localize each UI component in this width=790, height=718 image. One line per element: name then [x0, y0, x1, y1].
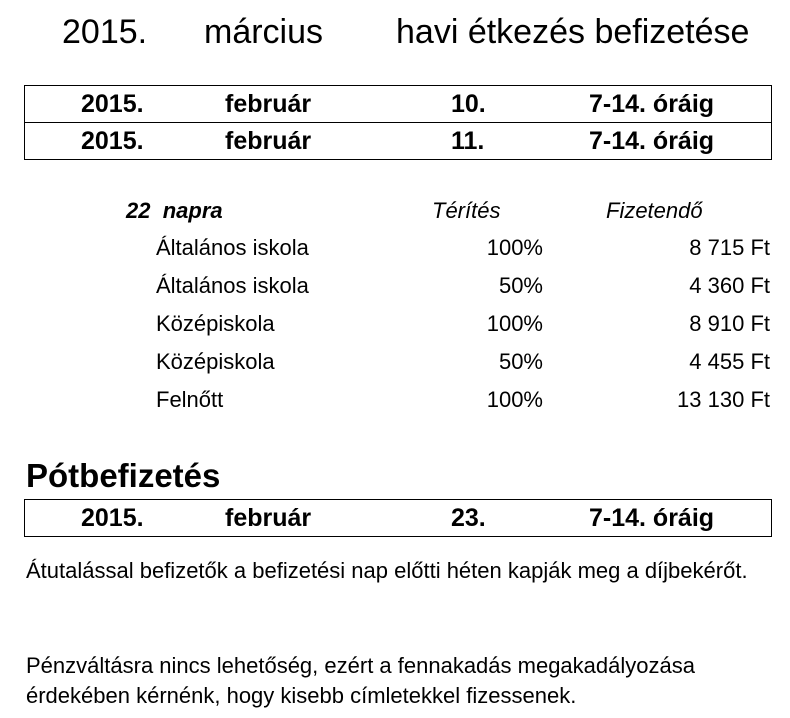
rate-percent: 100%: [486, 311, 543, 336]
rate-category: Középiskola: [156, 349, 275, 374]
rates-days-header: [126, 197, 223, 225]
rates-fee-header: Térítés: [432, 198, 501, 223]
title-month: március: [204, 13, 324, 51]
rate-amount: 8 715 Ft: [689, 235, 770, 260]
rate-category: Felnőtt: [156, 387, 224, 412]
payment-day-day: 10.: [451, 90, 486, 118]
supplementary-heading: Pótbefizetés: [26, 457, 221, 494]
payment-day-month: február: [225, 127, 312, 155]
change-note: Pénzváltásra nincs lehetőség, ezért a fennakadás megakadályozása érdekében kérnénk, hogy kisebb címletekkel fizessenek.: [26, 653, 695, 708]
rate-row: [0, 344, 790, 380]
supplementary-day: 23.: [451, 504, 486, 532]
rate-row: [0, 268, 790, 304]
rate-row: [0, 306, 790, 342]
payment-day-time: 7-14. óráig: [589, 127, 715, 155]
rate-amount: 4 360 Ft: [689, 273, 770, 298]
payment-day-month: február: [225, 90, 312, 118]
rate-percent: 100%: [486, 235, 543, 260]
payment-day-time: 7-14. óráig: [589, 90, 715, 118]
rates-days-number: 22: [126, 198, 151, 223]
rate-percent: 50%: [498, 349, 543, 374]
supplementary-month: február: [225, 504, 312, 532]
rate-percent: 100%: [486, 387, 543, 412]
rate-category: Középiskola: [156, 311, 275, 336]
rate-category: Általános iskola: [156, 235, 309, 260]
rate-row: [0, 382, 790, 418]
payment-day-row: [25, 86, 771, 122]
title-year: 2015.: [62, 13, 148, 51]
supplementary-date-row: [25, 500, 771, 536]
payment-day-row: [25, 122, 771, 159]
payment-day-year: 2015.: [81, 90, 144, 118]
transfer-note: Átutalással befizetők a befizetési nap előtti héten kapják meg a díjbekérőt.: [26, 558, 748, 583]
rate-row: [0, 230, 790, 266]
title-suffix: havi étkezés befizetése: [396, 13, 750, 51]
rate-amount: 8 910 Ft: [689, 311, 770, 336]
payment-day-year: 2015.: [81, 127, 144, 155]
supplementary-year: 2015.: [81, 504, 144, 532]
supplementary-date-table: [24, 499, 772, 537]
payment-days-table: [24, 85, 772, 160]
rate-amount: 13 130 Ft: [677, 387, 770, 412]
payment-day-day: 11.: [451, 127, 485, 155]
rate-category: Általános iskola: [156, 273, 309, 298]
rates-days-label: napra: [162, 198, 223, 223]
supplementary-time: 7-14. óráig: [589, 504, 715, 532]
rate-percent: 50%: [498, 273, 543, 298]
rates-amount-header: Fizetendő: [606, 198, 703, 223]
rate-amount: 4 455 Ft: [689, 349, 770, 374]
